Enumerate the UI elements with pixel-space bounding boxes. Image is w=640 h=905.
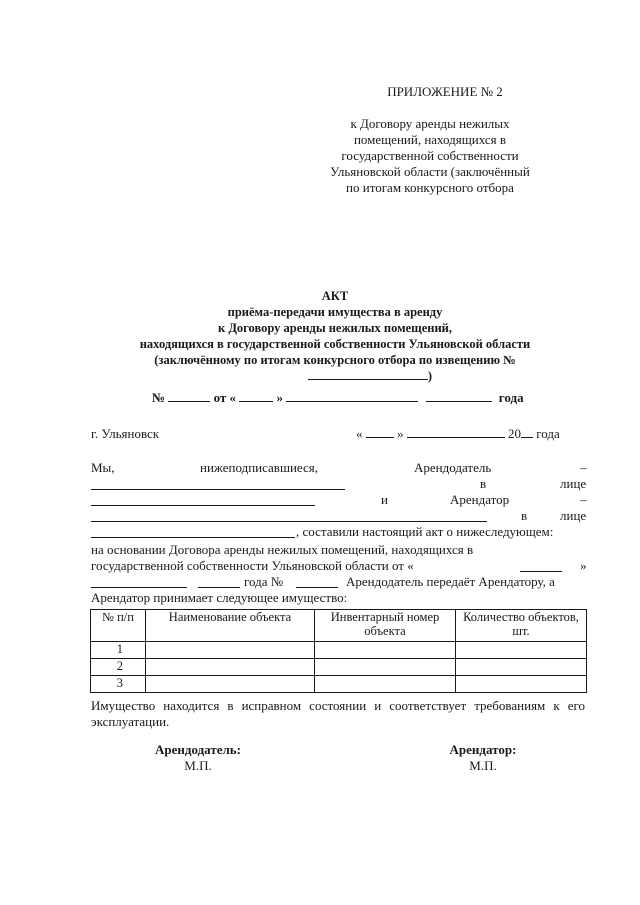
act-day-blank[interactable]: [239, 390, 273, 402]
dash: –: [580, 460, 587, 475]
table-row: [91, 676, 587, 693]
act-number-line: [152, 390, 524, 406]
row-name-cell[interactable]: [146, 659, 315, 676]
row-inventory-cell[interactable]: [315, 642, 456, 659]
col-header-count: Количество объектов, шт.: [456, 610, 587, 642]
row-count-cell[interactable]: [456, 659, 587, 676]
row-inventory-cell[interactable]: [315, 659, 456, 676]
landlord-stamp-label: М.П.: [184, 758, 212, 773]
person-label: лице: [560, 508, 587, 523]
tenant-signature-block: [428, 742, 538, 774]
act-heading-line: приёма-передачи имущества в аренду: [227, 305, 443, 319]
and-label: и: [381, 492, 388, 507]
tenant-name-blank[interactable]: [91, 521, 487, 522]
landlord-name-blank[interactable]: [91, 489, 345, 490]
row-name-cell[interactable]: [146, 642, 315, 659]
contract-year-blank[interactable]: [198, 587, 240, 588]
quote-close: »: [397, 426, 404, 441]
body-line: Арендатор принимает следующее имущество:: [91, 590, 348, 605]
row-number: 2: [91, 659, 146, 676]
property-table: [90, 609, 587, 693]
landlord-signature-block: [138, 742, 258, 774]
dash: –: [580, 492, 587, 507]
quote-close: »: [580, 558, 587, 573]
notice-number-line: [100, 368, 570, 384]
appendix-line: к Договору аренды нежилых: [350, 116, 510, 131]
date-line: [356, 426, 560, 442]
in-label: в: [521, 508, 528, 523]
close-paren: ): [427, 369, 433, 383]
contract-day-blank[interactable]: [520, 571, 562, 572]
contract-month-blank[interactable]: [91, 587, 187, 588]
date-month-blank[interactable]: [407, 426, 505, 438]
body-line: на основании Договора аренды нежилых помещений, находящихся в: [91, 542, 474, 557]
appendix-line: по итогам конкурсного отбора: [346, 180, 514, 195]
tenant-stamp-label: М.П.: [469, 758, 497, 773]
in-label: в: [480, 476, 487, 491]
year-word: года: [498, 390, 524, 405]
act-heading-line: к Договору аренды нежилых помещений,: [218, 321, 452, 335]
person-label: лице: [560, 476, 587, 491]
act-heading: [100, 288, 570, 384]
appendix-line: государственной собственности: [341, 148, 519, 163]
act-heading-line: находящихся в государственной собственности Ульяновской области: [139, 337, 531, 351]
appendix-title: ПРИЛОЖЕНИЕ № 2: [387, 84, 503, 99]
row-name-cell[interactable]: [146, 676, 315, 693]
condition-text: Имущество находится в исправном состоянии и соответствует требованиям к его эксплуатации.: [91, 698, 585, 729]
appendix-block: [300, 84, 560, 196]
landlord-signature-label: Арендодатель:: [155, 742, 241, 757]
landlord-rep-blank[interactable]: [91, 505, 315, 506]
col-header-number: № п/п: [91, 610, 146, 642]
quote-open: «: [356, 426, 363, 441]
row-number: 1: [91, 642, 146, 659]
row-inventory-cell[interactable]: [315, 676, 456, 693]
body-line: государственной собственности Ульяновской области от «: [91, 558, 414, 573]
body-line: Арендодатель передаёт Арендатору, а: [346, 574, 555, 589]
table-header-row: [91, 610, 587, 642]
row-number: 3: [91, 676, 146, 693]
table-row: [91, 642, 587, 659]
landlord-label: Арендодатель: [414, 460, 492, 475]
table-row: [91, 659, 587, 676]
year-prefix: 20: [508, 426, 521, 441]
act-year-blank[interactable]: [426, 390, 492, 402]
year-word: года: [536, 426, 560, 441]
col-header-name: Наименование объекта: [146, 610, 315, 642]
tenant-label: Арендатор: [450, 492, 510, 507]
act-heading-line: (заключённому по итогам конкурсного отбора по извещению №: [154, 353, 516, 367]
notice-number-blank[interactable]: [308, 368, 428, 380]
body-line: года №: [244, 574, 284, 589]
city-label: г. Ульяновск: [91, 426, 160, 441]
act-title: АКТ: [321, 289, 349, 303]
row-count-cell[interactable]: [456, 676, 587, 693]
date-year-blank[interactable]: [521, 426, 533, 438]
col-header-inventory: Инвентарный номер объекта: [315, 610, 456, 642]
appendix-line: Ульяновской области (заключённый: [330, 164, 530, 179]
quote-close: »: [276, 390, 284, 405]
from-label: от «: [213, 390, 237, 405]
contract-number-blank[interactable]: [296, 587, 338, 588]
compiled-text: , составили настоящий акт о нижеследующем:: [296, 524, 554, 539]
undersigned-label: нижеподписавшиеся,: [200, 460, 319, 475]
tenant-signature-label: Арендатор:: [449, 742, 517, 757]
we-label: Мы,: [91, 460, 115, 475]
tenant-rep-blank[interactable]: [91, 537, 295, 538]
number-sign: №: [152, 390, 166, 405]
row-count-cell[interactable]: [456, 642, 587, 659]
act-month-blank[interactable]: [286, 390, 418, 402]
act-number-blank[interactable]: [168, 390, 210, 402]
date-day-blank[interactable]: [366, 426, 394, 438]
appendix-line: помещений, находящихся в: [353, 132, 507, 147]
